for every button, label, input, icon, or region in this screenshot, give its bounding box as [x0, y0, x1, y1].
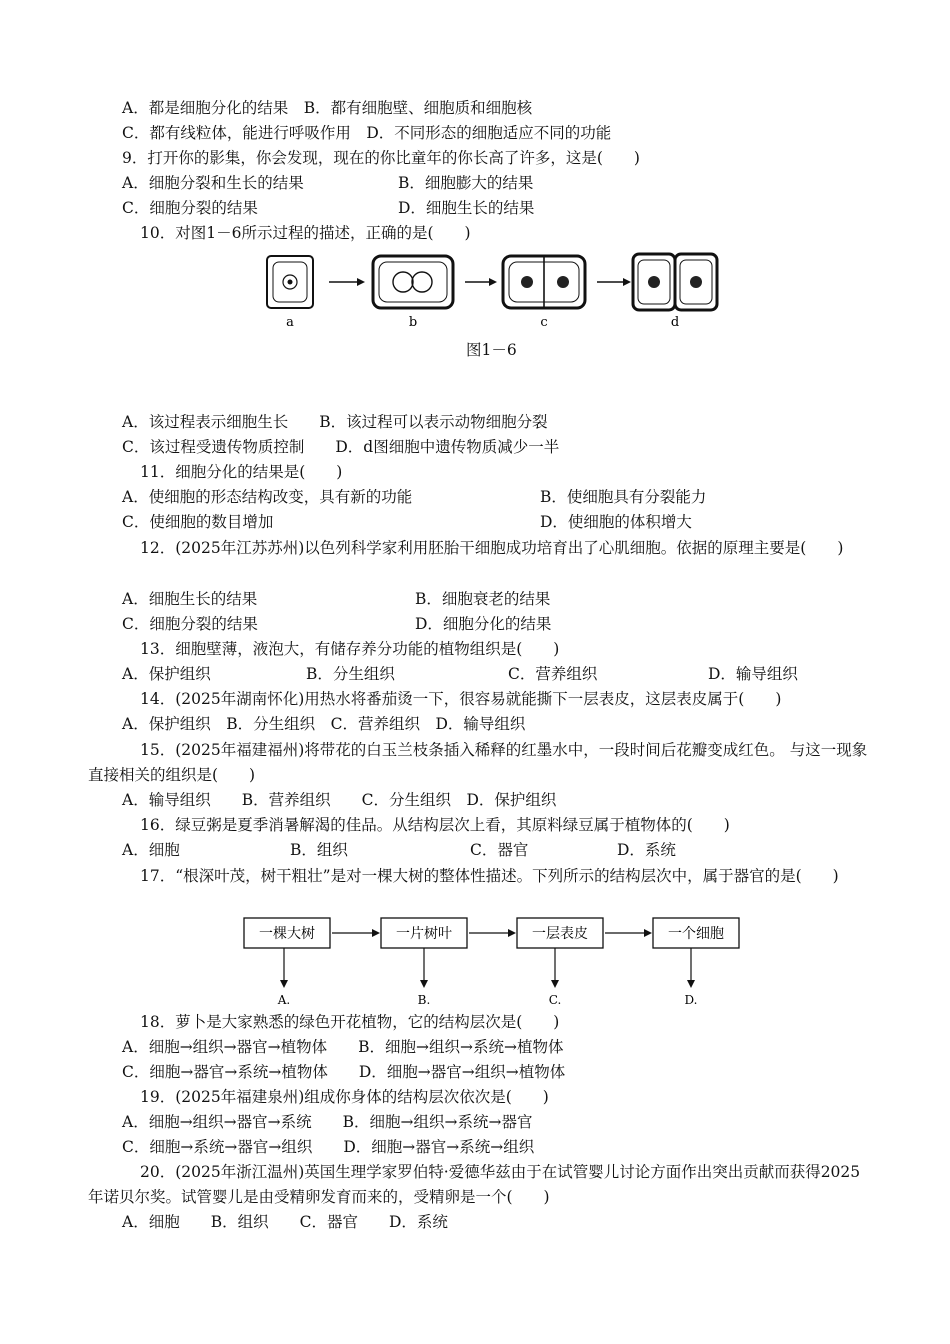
q16-option-b: B．组织	[290, 841, 348, 859]
q13-option-d: D．输导组织	[708, 665, 798, 683]
q9-option-c: C．细胞分裂的结果	[122, 199, 258, 217]
q10-stem: 10．对图1－6所示过程的描述，正确的是( )	[140, 224, 471, 242]
q19-stem: 19．(2025年福建泉州)组成你身体的结构层次依次是( )	[140, 1088, 549, 1106]
q19-options-line1: A．细胞→组织→器官→系统 B．细胞→组织→系统→器官	[122, 1113, 533, 1131]
q9-option-b: B．细胞膨大的结果	[398, 174, 534, 192]
q18-stem: 18．萝卜是大家熟悉的绿色开花植物，它的结构层次是( )	[140, 1013, 560, 1031]
q13-option-c: C．营养组织	[508, 665, 598, 683]
q13-option-b: B．分生组织	[306, 665, 395, 683]
q11-stem: 11．细胞分化的结果是( )	[140, 463, 343, 481]
q20-stem: 20．(2025年浙江温州)英国生理学家罗伯特·爱德华兹由于在试管婴儿讨论方面作出突出贡献而获得2025年诺贝尔奖。试管婴儿是由受精卵发育而来的，受精卵是一个( )	[88, 1163, 861, 1206]
figure-label-a: a	[286, 315, 294, 330]
cell-a	[267, 256, 313, 308]
q14-stem: 14．(2025年湖南怀化)用热水将番茄烫一下，很容易就能撕下一层表皮，这层表皮属于( )	[140, 690, 782, 708]
q17-option-b: B.	[417, 993, 431, 1007]
svg-text:一层表皮: 一层表皮	[532, 926, 588, 942]
box-tree	[244, 918, 330, 948]
q16-stem: 16．绿豆粥是夏季消暑解渴的佳品。从结构层次上看，其原料绿豆属于植物体的( )	[140, 816, 730, 834]
cell-c	[503, 256, 585, 308]
q12-option-b: B．细胞衰老的结果	[415, 590, 551, 608]
figure-label-b: b	[408, 315, 418, 330]
q12-option-c: C．细胞分裂的结果	[122, 615, 258, 633]
q8-options-line2: C．都有线粒体，能进行呼吸作用 D．不同形态的细胞适应不同的功能	[122, 124, 612, 142]
q18-options-line1: A．细胞→组织→器官→植物体 B．细胞→组织→系统→植物体	[122, 1038, 564, 1056]
q17-stem: 17．“根深叶茂，树干粗壮”是对一棵大树的整体性描述。下列所示的结构层次中，属于器官的是( )	[140, 867, 839, 885]
q18-options-line2: C．细胞→器官→系统→植物体 D．细胞→器官→组织→植物体	[122, 1063, 566, 1081]
figure-1-6-cell-division	[265, 252, 725, 332]
q17-option-a: A.	[277, 993, 291, 1007]
box-cell	[653, 918, 739, 948]
q12-option-d: D．细胞分化的结果	[415, 615, 552, 633]
box-leaf	[381, 918, 467, 948]
q9-stem: 9．打开你的影集，你会发现，现在的你比童年的你长高了许多，这是( )	[122, 149, 640, 167]
q19-options-line2: C．细胞→系统→器官→组织 D．细胞→器官→系统→组织	[122, 1138, 535, 1156]
q16-option-c: C．器官	[470, 841, 529, 859]
q12-option-a: A．细胞生长的结果	[122, 590, 258, 608]
q14-options-line1: A．保护组织 B．分生组织 C．营养组织 D．输导组织	[122, 715, 526, 733]
box-epidermis	[517, 918, 603, 948]
q11-option-d: D．使细胞的体积增大	[540, 513, 692, 531]
cell-b	[373, 256, 453, 308]
q13-option-a: A．保护组织	[122, 665, 211, 683]
q9-option-d: D．细胞生长的结果	[398, 199, 535, 217]
q11-option-a: A．使细胞的形态结构改变，具有新的功能	[122, 488, 413, 506]
figure-label-d: d	[670, 315, 680, 330]
q20-options-line1: A．细胞 B．组织 C．器官 D．系统	[122, 1213, 448, 1231]
figure-caption: 图1－6	[466, 341, 517, 359]
svg-text:一片树叶: 一片树叶	[396, 926, 452, 942]
q12-stem: 12．(2025年江苏苏州)以色列科学家利用胚胎干细胞成功培育出了心肌细胞。依据的原理主要是( )	[140, 539, 844, 557]
q10-options-line2: C．该过程受遗传物质控制 D．d图细胞中遗传物质减少一半	[122, 438, 560, 456]
q11-option-b: B．使细胞具有分裂能力	[540, 488, 707, 506]
q11-option-c: C．使细胞的数目增加	[122, 513, 274, 531]
q17-option-d: D.	[684, 993, 698, 1007]
q8-options-line1: A．都是细胞分化的结果 B．都有细胞壁、细胞质和细胞核	[122, 99, 533, 117]
structure-hierarchy-diagram	[240, 912, 760, 1012]
q15-stem: 15．(2025年福建福州)将带花的白玉兰枝条插入稀释的红墨水中，一段时间后花瓣变成红色。 与这一现象直接相关的组织是( )	[88, 741, 868, 784]
figure-label-c: c	[540, 315, 548, 330]
q10-options-line1: A．该过程表示细胞生长 B．该过程可以表示动物细胞分裂	[122, 413, 548, 431]
q13-stem: 13．细胞壁薄，液泡大，有储存养分功能的植物组织是( )	[140, 640, 560, 658]
svg-text:一个细胞: 一个细胞	[668, 926, 724, 942]
svg-text:一棵大树: 一棵大树	[259, 926, 315, 942]
q16-option-a: A．细胞	[122, 841, 180, 859]
q9-option-a: A．细胞分裂和生长的结果	[122, 174, 304, 192]
q15-options-line1: A．输导组织 B．营养组织 C．分生组织 D．保护组织	[122, 791, 557, 809]
q16-option-d: D．系统	[617, 841, 676, 859]
cell-d	[633, 254, 717, 310]
q17-option-c: C.	[548, 993, 562, 1007]
